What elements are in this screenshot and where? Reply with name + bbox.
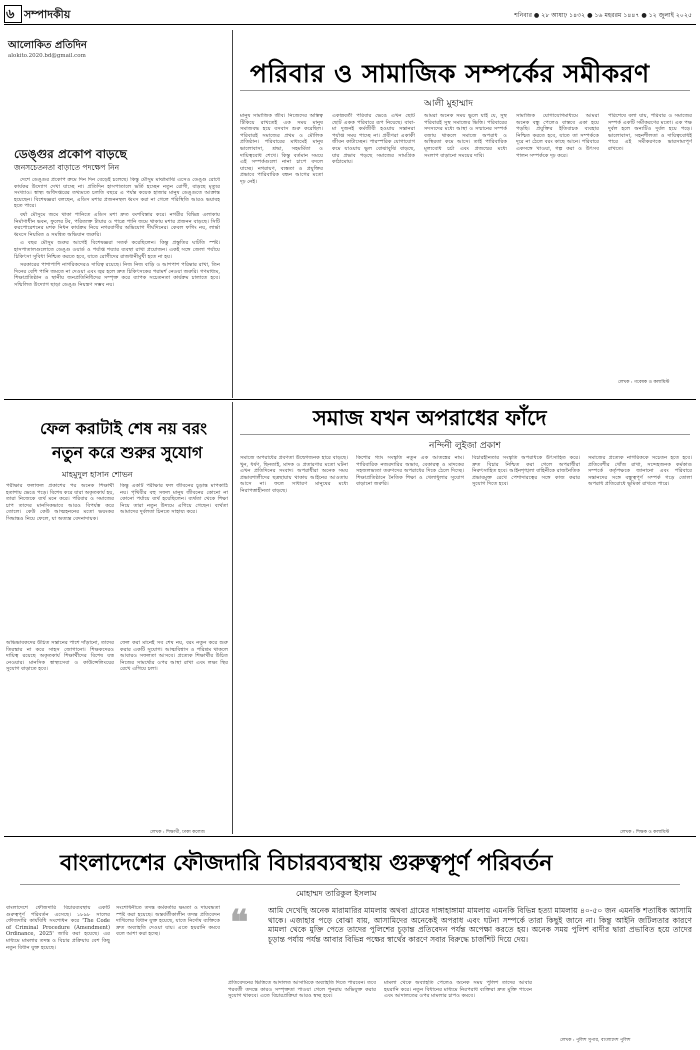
justice-col-2: সংশোধনীতে তদন্ত কর্মকর্তার ক্ষমতা ও দায়বদ্ধতা স্পষ্ট করা হয়েছে। অন্তর্বর্তীকালীন তদন্ত প্রতিবেদন দাখিলের বিধান যুক্ত হয়েছে, যাতে নির্দোষ ব্যক্তিকে দ্রুত অব্যাহতি দেওয়া যায়। এতে হয়রানি কমবে বলে আশা করা হচ্ছে। xyxy=(116,905,220,938)
family-col-1: মানুষ সামাজিক জীব। নিজেদের অস্তিত্ব টিকিয়ে রাখতেই এক সময় মানুষ সমাজবদ্ধ হয়ে বসবাস শুরু করেছিল। পরিবারই সমাজের প্রথম ও মৌলিক প্রতিষ্ঠান। পরিবারের মাধ্যমেই মানুষ ভালোবাসা, শ্রদ্ধা, সহমর্মিতা ও দায়িত্ববোধ শেখে। কিন্তু বর্তমান সময়ে এই সম্পর্কগুলো নানা চাপে বদলে যাচ্ছে। নগরায়ণ, ব্যস্ততা ও প্রযুক্তির প্রভাবে পারিবারিক বন্ধন আগের মতো দৃঢ় নেই। xyxy=(240,113,323,185)
justice-author: মোহাম্মদ তারিকুল ইসলাম xyxy=(296,889,377,898)
family-article-title: পরিবার ও সামাজিক সম্পর্কের সমীকরণ xyxy=(250,59,650,88)
editorial-para: বর্ষা মৌসুমে জমে থাকা পানিতে এডিস মশা দ্রুত বংশবিস্তার করে। নগরীর বিভিন্ন এলাকায় নির্মাণাধীন ভবন, ফুলের টব, পরিত্যক্ত টায়ার ও পাত্রে পানি জমে থাকায় মশার প্রজনন বাড়ছে। সিটি করপোরেশনের মশক নিধন কার্যক্রম নিয়ে নগরবাসীর অভিযোগ দীর্ঘদিনের। কেবল ফগিং নয়, লার্ভা ধ্বংসে নিয়মিত ও সমন্বিত অভিযান জরুরি। xyxy=(14,211,220,238)
family-col-2: একান্নবর্তী পরিবার ভেঙে এখন ছোট ছোট একক পরিবারে রূপ নিয়েছে। বাবা-মা দুজনই কর্মজীবী হওয়ায় সন্তানরা পর্যাপ্ত সময় পাচ্ছে না। প্রবীণরা একাকী জীবন কাটাচ্ছেন। পারস্পরিক যোগাযোগ কমে যাওয়ায় ভুল বোঝাবুঝি বাড়ছে, যার প্রভাব পড়ছে সমাজের সামগ্রিক কাঠামোয়। xyxy=(332,113,415,166)
crime-title-rule xyxy=(240,434,690,435)
column-divider xyxy=(232,30,233,398)
crime-article-title: সমাজ যখন অপরাধের ফাঁদে xyxy=(313,405,547,430)
crime-col-1: সমাজে অপরাধের প্রবণতা উদ্বেগজনক হারে বাড়ছে। খুন, ধর্ষণ, ছিনতাই, মাদক ও প্রতারণার মতো ঘটনা এখন প্রতিদিনের সংবাদ। অপরাধীরা অনেক সময় প্রভাবশালীদের ছত্রছায়ায় থাকায় আইনের আওতায় আসে না। ফলে সাধারণ মানুষের মধ্যে নিরাপত্তাহীনতা বাড়ছে। xyxy=(240,455,348,494)
fail-title-line-1: ফেল করাটাই শেষ নয় বরং xyxy=(40,419,208,438)
editorial-subtitle: জনসচেতনতা বাড়াতে পদক্ষেপ নিন xyxy=(14,163,120,172)
date-line: শনিবার ● ২৮ আষাঢ় ১৪৩২ ● ১৬ মহররম ১৪৪৭ ● ১২ জুলাই ২০২৫ xyxy=(514,12,692,19)
editorial-para: সরকারের পাশাপাশি নাগরিকদেরও দায়িত্ব রয়েছে। নিজ নিজ বাড়ি ও আশপাশ পরিষ্কার রাখা, তিন দিনের বেশি পানি জমতে না দেওয়া এবং জ্বর হলে দ্রুত চিকিৎসকের পরামর্শ নেওয়া জরুরি। গণমাধ্যম, শিক্ষাপ্রতিষ্ঠান ও স্থানীয় জনপ্রতিনিধিদের সম্পৃক্ত করে ব্যাপক সচেতনতা কার্যক্রম চালাতে হবে। সম্মিলিত উদ্যোগ ছাড়া ডেঙ্গু নিয়ন্ত্রণ সম্ভব নয়। xyxy=(14,262,220,288)
family-title-rule xyxy=(240,90,690,91)
masthead-logo: আলোকিত প্রতিদিন xyxy=(8,40,87,51)
family-col-3: আমরা অনেক সময় ভুলে যাই যে, সুস্থ পরিবারই সুস্থ সমাজের ভিত্তি। পরিবারের সদস্যদের মধ্যে আস্থা ও সম্মানের সম্পর্ক বজায় থাকলে সমাজে অপরাধ ও অস্থিরতা কমে আসে। তাই পারিবারিক মূল্যবোধ চর্চা এবং প্রজন্মের মধ্যে সংলাপ বাড়ানো সময়ের দাবি। xyxy=(424,113,507,159)
crime-col-4: সমাজের প্রত্যেক নাগরিককে সচেতন হতে হবে। প্রতিবেশীর খোঁজ রাখা, সন্দেহজনক কর্মকাণ্ড সম্পর্কে কর্তৃপক্ষকে জানানো এবং পরিবারে সন্তানদের সঙ্গে বন্ধুত্বপূর্ণ সম্পর্ক গড়ে তোলা অপরাধ প্রতিরোধে ভূমিকা রাখতে পারে। xyxy=(588,455,692,488)
fail-col-3: অভিভাবকদের উচিত সন্তানের পাশে দাঁড়ানো, তাদের তিরস্কার না করে সাহস জোগানো। শিক্ষকদেরও দায়িত্ব রয়েছে অকৃতকার্য শিক্ষার্থীদের বিশেষ যত্ন নেওয়ার। মানসিক স্বাস্থ্যসেবা ও কাউন্সেলিংয়ের সুযোগ বাড়াতে হবে। xyxy=(6,640,114,673)
editorial-para: দেশে ডেঙ্গুর প্রকোপ ক্রমে দিন দিন বেড়েই চলেছে। কিন্তু মৌসুম মাঝামাঝি এসেও ডেঙ্গু রোধে কার্যকর উদ্যোগ দেখা যাচ্ছে না। প্রতিদিন হাসপাতালে ভর্তি হচ্ছেন নতুন রোগী, বাড়ছে মৃত্যুর সংখ্যাও। স্বাস্থ্য অধিদপ্তরের তথ্যমতে চলতি বছরে এ পর্যন্ত কয়েক হাজার মানুষ ডেঙ্গুতে আক্রান্ত হয়েছেন। বিশেষজ্ঞরা বলছেন, এডিস মশার প্রজননস্থল ধ্বংস করা না গেলে পরিস্থিতি আরও ভয়াবহ হতে পারে। xyxy=(14,177,220,210)
fail-col-4: ফেল করা মানেই সব শেষ নয়, বরং নতুন করে শুরু করার একটি সুযোগ। আত্মবিশ্বাস ও পরিশ্রম থাকলে আবারও সফলতা আসবে। প্রত্যেক শিক্ষার্থীর উচিত নিজের সামর্থ্যের ওপর আস্থা রাখা এবং লক্ষ্য স্থির রেখে এগিয়ে চলা। xyxy=(120,640,228,673)
fail-title-line-2: নতুন করে শুরুর সুযোগ xyxy=(52,443,203,462)
justice-article-title: বাংলাদেশের ফৌজদারি বিচারব্যবস্থায় গুরুত্বপূর্ণ পরিবর্তন xyxy=(60,850,553,876)
column-divider xyxy=(232,402,233,834)
editorial-title: ডেঙ্গুর প্রকোপ বাড়ছে xyxy=(14,147,127,161)
crime-col-2: কিশোর গ্যাং সংস্কৃতি নতুন এক আতঙ্কের নাম। পারিবারিক নজরদারির অভাব, বেকারত্ব ও মাদকের সহজলভ্যতা তরুণদের অপরাধের দিকে ঠেলে দিচ্ছে। শিক্ষাপ্রতিষ্ঠানে নৈতিক শিক্ষা ও খেলাধুলার সুযোগ বাড়ানো জরুরি। xyxy=(356,455,464,488)
editorial-body xyxy=(14,177,220,389)
family-credit: লেখক : গবেষক ও কলামিস্ট xyxy=(618,380,670,385)
section-title: সম্পাদকীয় xyxy=(24,8,71,21)
justice-credit: লেখক : পুলিশ সুপার, বাংলাদেশ পুলিশ xyxy=(560,1038,631,1043)
justice-col-3: প্রতিবেদনের ভিত্তিতে আদালত আসামিকে অব্যাহতি দিতে পারবেন। তবে পরবর্তী তদন্তে কারও সম্পৃক্ততা পাওয়া গেলে পুনরায় অভিযুক্ত করার সুযোগ থাকবে। এতে বিচারপ্রক্রিয়া আরও স্বচ্ছ হবে। xyxy=(228,980,376,1000)
editorial-para: এ বছর মৌসুম শুরুর আগেই বিশেষজ্ঞরা সতর্ক করেছিলেন। কিন্তু প্রস্তুতির ঘাটতি স্পষ্ট। হাসপাতালগুলোতে ডেঙ্গু ওয়ার্ড ও পর্যাপ্ত শয্যার ব্যবস্থা রাখা প্রয়োজন। একই সঙ্গে জেলা পর্যায়ে চিকিৎসা সুবিধা নিশ্চিত করতে হবে, যাতে রোগীদের রাজধানীমুখী হতে না হয়। xyxy=(14,240,220,260)
crime-col-3: বিচারহীনতার সংস্কৃতি অপরাধকে উৎসাহিত করে। দ্রুত বিচার নিশ্চিত করা গেলে অপরাধীরা নিরুৎসাহিত হবে। আইনশৃঙ্খলা বাহিনীকে রাজনৈতিক প্রভাবমুক্ত রেখে পেশাদারত্বের সঙ্গে কাজ করার সুযোগ দিতে হবে। xyxy=(472,455,580,488)
pull-quote: আমি দেখেছি অনেক মারামারির মামলায় অথবা গ্রামের দাঙ্গাহাঙ্গামা মামলায় এমনকি বিভিন্ন হত্যা মামলায় ৪০-৫০ জন এমনকি শতাধিক আসামি থাকে। এজাহার পড়ে বোঝা যায়, আসামিদের অনেকেই অপরাধ এবং ঘটনা সম্পর্কে তারা কিছুই জানে না। কিন্তু আইনি জটিলতার কারণে মামলা থেকে মুক্তি পেতে তাদের পুলিশের চূড়ান্ত প্রতিবেদন পর্যন্ত অপেক্ষা করতে হয়। অনেক সময় পুলিশ বাদীর দ্বারা প্রভাবিত হয়ে তাদের চূড়ান্ত পর্যায় পর্যন্ত আবার বিভিন্ন পক্ষের স্বার্থের কারণে সবার বিরুদ্ধে চার্জশিট দিয়ে দেয়। xyxy=(268,906,692,944)
fail-col-1: পরীক্ষার ফলাফল প্রকাশের পর অনেক শিক্ষার্থী হতাশায় ভেঙে পড়ে। বিশেষ করে যারা অকৃতকার্য হয়, তারা নিজেকে ব্যর্থ মনে করে। পরিবার ও সমাজের চাপ তাদের মানসিকভাবে আরও বিপর্যস্ত করে তোলে। কেউ কেউ আত্মহননের মতো ভয়ংকর সিদ্ধান্তও নিয়ে ফেলে, যা অত্যন্ত বেদনাদায়ক। xyxy=(6,483,114,522)
fail-credit: লেখক : শিক্ষার্থী, ঢাকা কলেজ xyxy=(150,830,205,835)
justice-title-rule xyxy=(20,884,680,885)
contact-email: alokito.2020.bd@gmail.com xyxy=(8,53,86,59)
crime-author: নন্দিনী লুইজা প্রকাশ xyxy=(429,441,501,451)
section-rule xyxy=(4,399,696,400)
family-col-4: সামাজিক যোগাযোগমাধ্যমে আমরা অনেক বন্ধু পেলেও বাস্তবে একা হয়ে পড়ছি। প্রযুক্তির ইতিবাচক ব্যবহার নিশ্চিত করতে হবে, যাতে তা সম্পর্ককে দূরে না ঠেলে বরং কাছে আনে। পরিবারে একসঙ্গে খাওয়া, গল্প করা ও উৎসব পালন সম্পর্ককে দৃঢ় করে। xyxy=(516,113,599,159)
quote-mark: ❝ xyxy=(230,903,249,943)
section-rule xyxy=(4,836,696,837)
family-col-5: পরিশেষে বলা যায়, পরিবার ও সমাজের সম্পর্ক একটি সমীকরণের মতো। এক পক্ষ দুর্বল হলে অন্যটিও দুর্বল হয়ে পড়ে। ভালোবাসা, সহনশীলতা ও দায়িত্ববোধই পারে এই সমীকরণকে ভারসাম্যপূর্ণ রাখতে। xyxy=(608,113,692,152)
fail-col-2: কিন্তু একটি পরীক্ষার ফল জীবনের চূড়ান্ত মাপকাঠি নয়। পৃথিবীর বহু সফল মানুষ জীবনের কোনো না কোনো পর্যায়ে ব্যর্থ হয়েছিলেন। ব্যর্থতা থেকে শিক্ষা নিয়ে তারা নতুন উদ্যমে এগিয়ে গেছেন। ব্যর্থতা আমাদের দুর্বলতা চিনতে সাহায্য করে। xyxy=(120,483,228,516)
header-rule xyxy=(4,24,696,25)
page-number: ৬ xyxy=(6,7,15,22)
justice-col-1: বাংলাদেশে ফৌজদারি বিচারব্যবস্থায় একটি গুরুত্বপূর্ণ পরিবর্তন এসেছে। ১৮৯৮ সালের ফৌজদারি কার্যবিধি সংশোধন করে 'The Code of Criminal Procedure (Amendment) Ordinance, 2025' জারি করা হয়েছে। এর মাধ্যমে মামলার তদন্ত ও বিচার প্রক্রিয়ায় বেশ কিছু নতুন বিধান যুক্ত হয়েছে। xyxy=(6,905,110,951)
justice-col-4: মামলা থেকে অব্যাহতি পেলেও অনেক সময় পুলিশ তাদের আবার হয়রানি করে। নতুন বিধানের মাধ্যমে নিরপরাধ ব্যক্তিরা দ্রুত মুক্তি পাবেন এবং আদালতের ওপর মামলার চাপও কমবে। xyxy=(384,980,532,1000)
crime-credit: লেখক : শিক্ষক ও কলামিস্ট xyxy=(620,830,670,835)
fail-author: মাহমুদুল হাসান শোভন xyxy=(62,470,133,479)
family-author: আলী মুহাম্মাদ xyxy=(424,99,473,109)
